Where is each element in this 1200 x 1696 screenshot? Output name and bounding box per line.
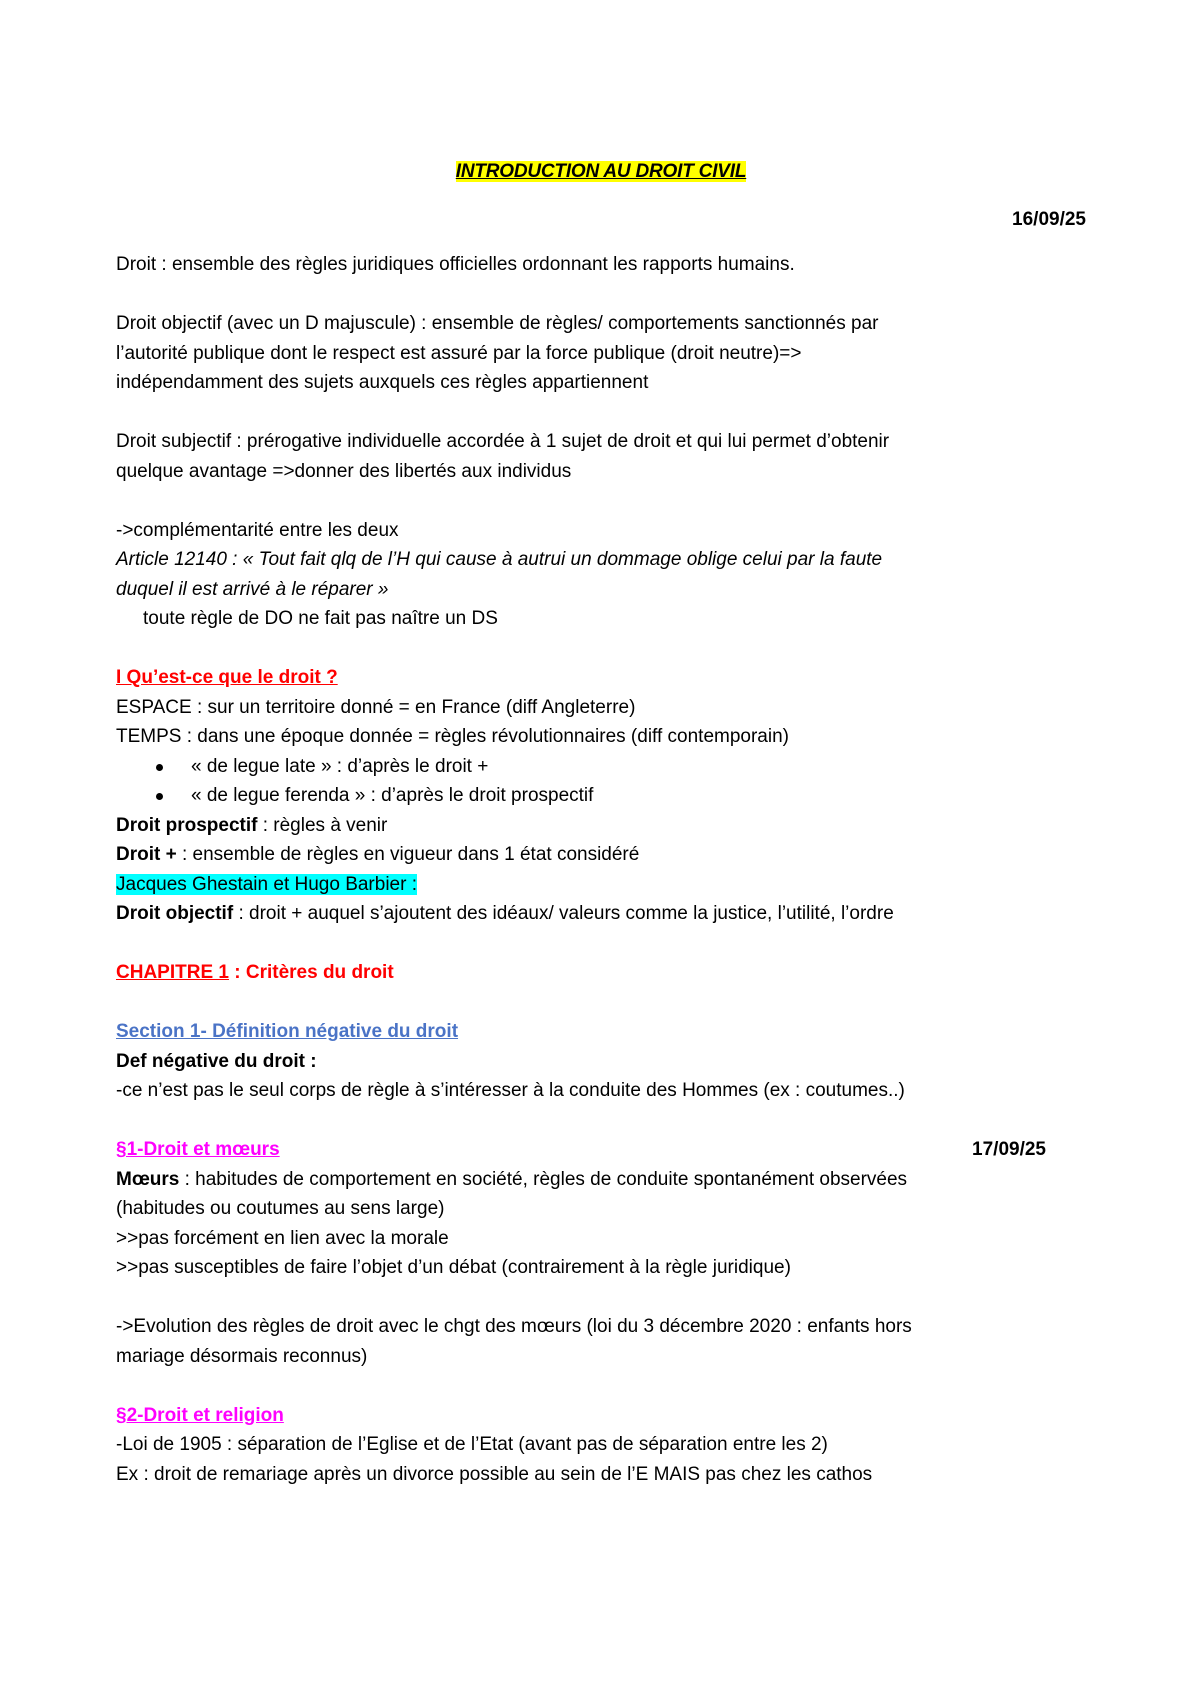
droit-subjectif-line-1: Droit subjectif : prérogative individuelle accordée à 1 sujet de droit et qui lui permet d’obtenir	[116, 431, 890, 452]
title-row	[116, 160, 1086, 184]
date-16-09: 16/09/25	[1012, 209, 1086, 230]
term: Mœurs	[116, 1168, 180, 1190]
paragraph-1-heading: §1-Droit et mœurs	[116, 1139, 280, 1160]
definition: : droit + auquel s’ajoutent des idéaux/ valeurs comme la justice, l’utilité, l’ordre	[233, 903, 894, 924]
moeurs-point-2: >>pas susceptibles de faire l’objet d’un débat (contrairement à la règle juridique)	[116, 1257, 791, 1278]
evolution-line-1: ->Evolution des règles de droit avec le chgt des mœurs (loi du 3 décembre 2020 : enfants hors	[116, 1316, 912, 1337]
document-title: INTRODUCTION AU DROIT CIVIL	[455, 161, 747, 182]
date-17-09: 17/09/25	[972, 1139, 1046, 1160]
section-1-heading: Section 1- Définition négative du droit	[116, 1021, 459, 1042]
droit-objectif-line-1: Droit objectif (avec un D majuscule) : ensemble de règles/ comportements sanctionnés par	[116, 313, 879, 334]
complementarite: ->complémentarité entre les deux	[116, 519, 399, 541]
moeurs-line	[116, 1165, 1086, 1195]
loi-1905: -Loi de 1905 : séparation de l’Eglise et de l’Etat (avant pas de séparation entre les 2)	[116, 1434, 828, 1455]
temps-line: TEMPS : dans une époque donnée = règles révolutionnaires (diff contemporain)	[116, 726, 789, 747]
list-item: « de legue late » : d’après le droit +	[116, 752, 1086, 782]
definition: : habitudes de comportement en société, règles de conduite spontanément observées	[179, 1168, 908, 1190]
evolution-line-2: mariage désormais reconnus)	[116, 1345, 368, 1367]
chapitre-heading	[116, 958, 1086, 988]
def-negative-title: Def négative du droit :	[116, 1050, 317, 1072]
definition-droit: Droit : ensemble des règles juridiques officielles ordonnant les rapports humains.	[116, 254, 795, 275]
section-i-heading: I Qu’est-ce que le droit ?	[116, 667, 338, 688]
list-item: « de legue ferenda » : d’après le droit prospectif	[116, 781, 1086, 811]
term: Droit +	[116, 844, 177, 865]
term: Droit prospectif	[116, 814, 258, 836]
chapitre-title: : Critères du droit	[228, 962, 394, 983]
definition: : règles à venir	[257, 814, 388, 836]
document-body	[116, 250, 1086, 1489]
moeurs-point-1: >>pas forcément en lien avec la morale	[116, 1227, 449, 1249]
article-line-2: duquel il est arrivé à le réparer »	[116, 578, 389, 600]
droit-objectif-line-2: l’autorité publique dont le respect est assuré par la force publique (droit neutre)=>	[116, 342, 802, 364]
droit-plus-line	[116, 840, 1086, 870]
paragraph-2-heading: §2-Droit et religion	[116, 1404, 284, 1426]
chapitre-label: CHAPITRE 1	[116, 962, 229, 983]
espace-line: ESPACE : sur un territoire donné = en France (diff Angleterre)	[116, 696, 636, 718]
moeurs-line-2: (habitudes ou coutumes au sens large)	[116, 1198, 445, 1219]
droit-objectif-def-line	[116, 899, 1086, 929]
article-line-1: Article 12140 : « Tout fait qlq de l’H qui cause à autrui un dommage oblige celui par la faute	[116, 549, 883, 570]
ex-remariage: Ex : droit de remariage après un divorce possible au sein de l’E MAIS pas chez les cathos	[116, 1463, 873, 1485]
latin-bullet-list	[116, 752, 1086, 811]
authors-line	[116, 870, 1086, 900]
paragraph-1-header	[116, 1135, 1046, 1165]
droit-objectif-line-3: indépendamment des sujets auxquels ces règles appartiennent	[116, 372, 649, 393]
authors-highlight: Jacques Ghestain et Hugo Barbier :	[116, 873, 418, 895]
definition: : ensemble de règles en vigueur dans 1 état considéré	[176, 844, 640, 865]
droit-prospectif-line	[116, 811, 1086, 841]
term: Droit objectif	[116, 903, 234, 924]
droit-subjectif-line-2: quelque avantage =>donner des libertés aux individus	[116, 460, 572, 482]
def-negative-text: -ce n’est pas le seul corps de règle à s’intéresser à la conduite des Hommes (ex : coutumes..)	[116, 1080, 905, 1101]
toute-regle: toute règle de DO ne fait pas naître un DS	[143, 608, 498, 629]
